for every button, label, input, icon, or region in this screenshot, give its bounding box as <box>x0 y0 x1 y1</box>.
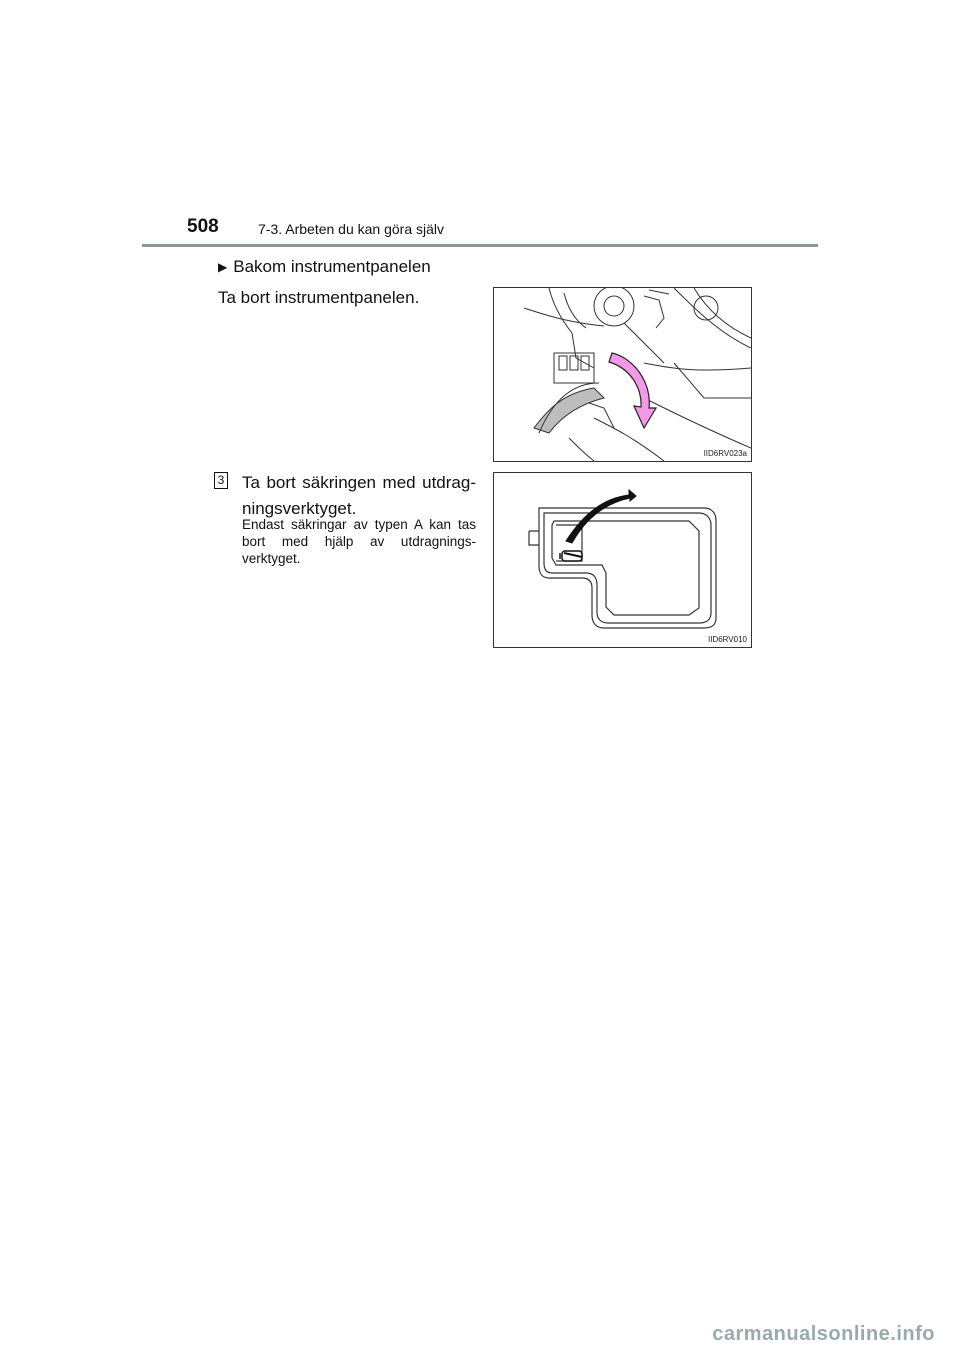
header-rule <box>142 244 818 247</box>
instrument-panel-illustration <box>494 288 751 461</box>
section-title: 7-3. Arbeten du kan göra själv <box>258 221 445 237</box>
subsection-title: Bakom instrumentpanelen <box>233 257 431 276</box>
watermark: carmanualsonline.info <box>712 1323 935 1345</box>
figure-code: IID6RV010 <box>708 635 747 644</box>
step-3-note: Endast säkringar av typen A kan tas bort med hjälp av utdragningsverktyget. <box>242 517 476 566</box>
fuse-box-illustration <box>494 473 751 647</box>
fuse-box-figure <box>493 472 752 648</box>
triangle-right-icon: ▶ <box>218 260 228 274</box>
step-2-text: Ta bort instrumentpanelen. <box>218 288 420 307</box>
instrument-panel-figure <box>493 287 752 462</box>
step-number-badge: 3 <box>214 472 228 489</box>
fuse-puller-icon <box>560 551 582 561</box>
curved-arrow-icon <box>566 490 636 543</box>
figure-code: IID6RV023a <box>703 449 747 458</box>
subsection-heading <box>218 257 431 277</box>
page-number: 508 <box>187 216 219 237</box>
step-3-text: Ta bort säkringen med utdragningsverktyget. <box>242 473 476 518</box>
